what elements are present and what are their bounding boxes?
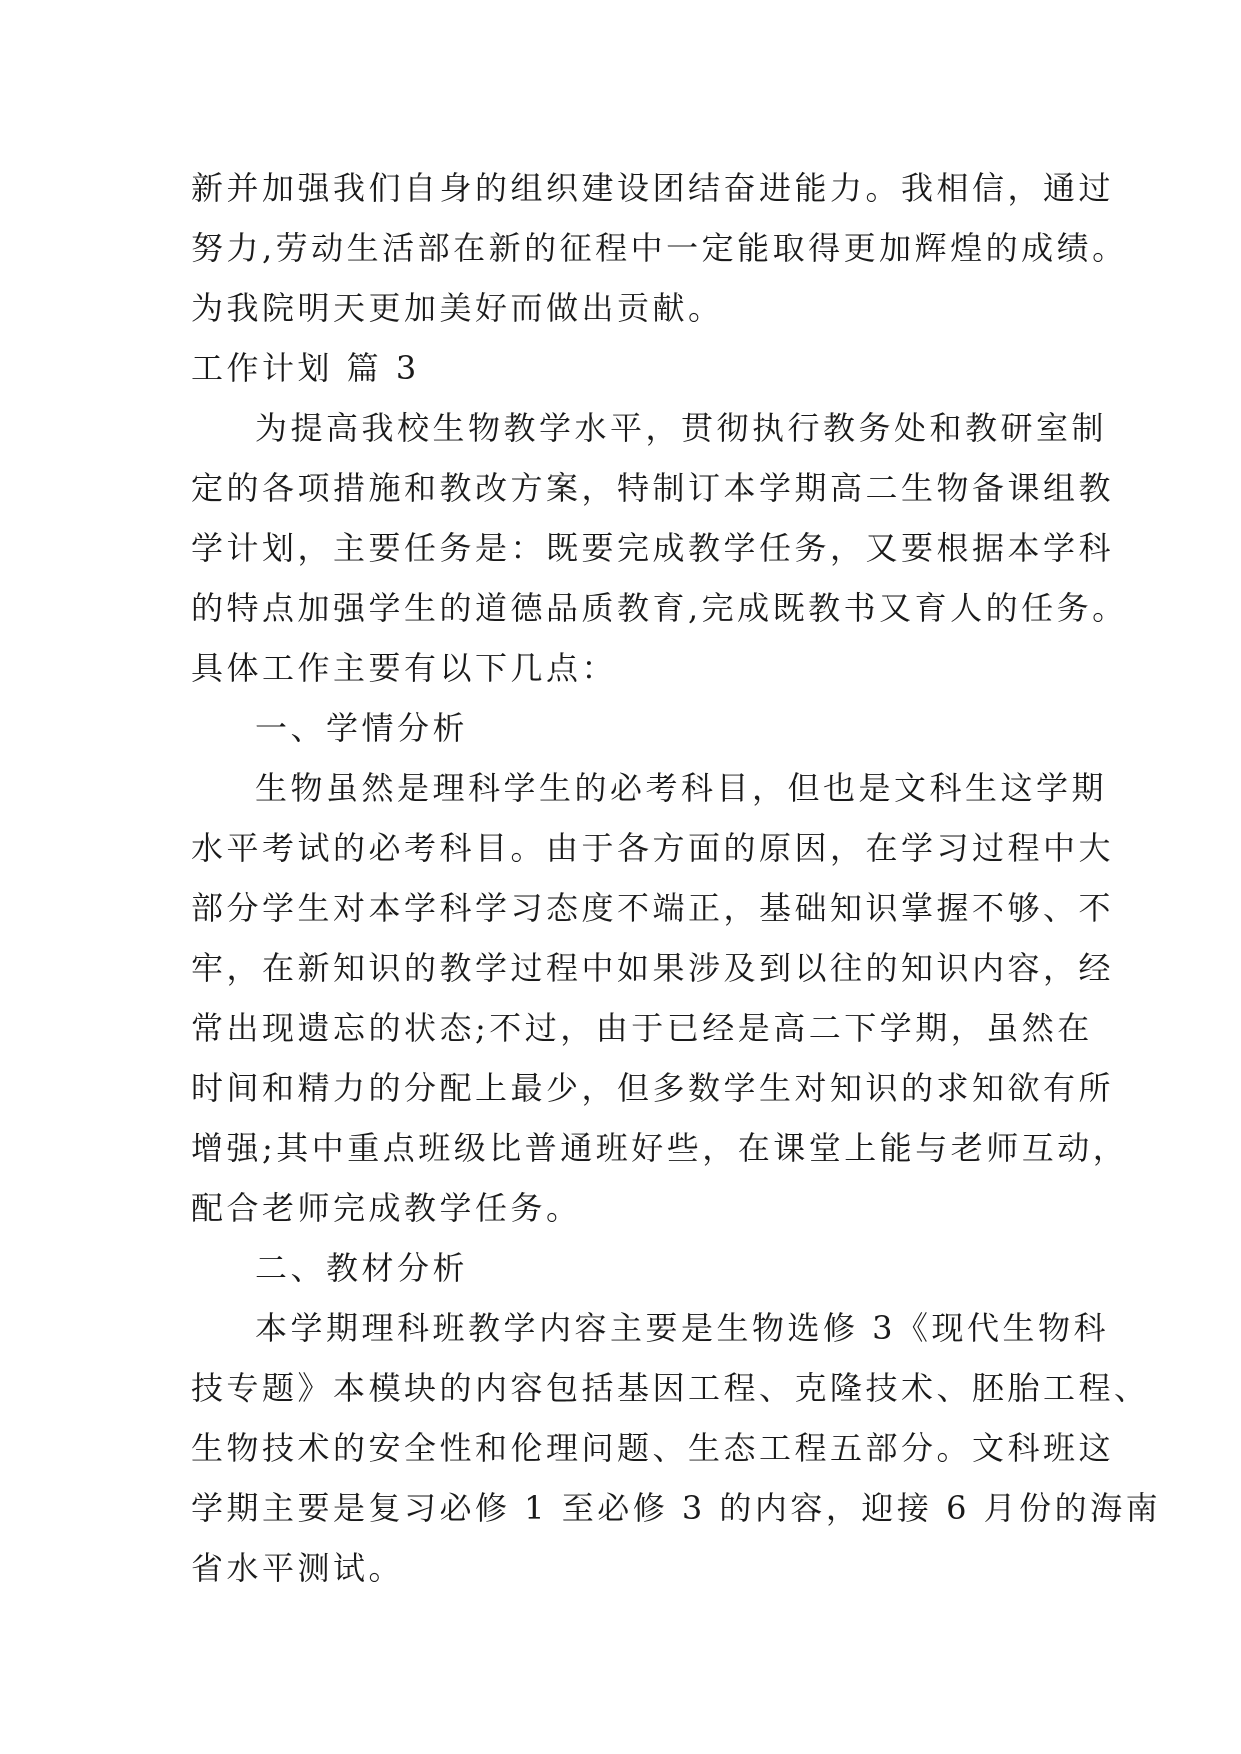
text-line: 部分学生对本学科学习态度不端正，基础知识掌握不够、不 (191, 889, 1115, 927)
text-line: 定的各项措施和教改方案，特制订本学期高二生物备课组教 (191, 469, 1115, 507)
text-line: 生物技术的安全性和伦理问题、生态工程五部分。文科班这 (191, 1429, 1115, 1467)
subsection-heading: 二、教材分析 (255, 1249, 469, 1287)
text-line: 常出现遗忘的状态;不过，由于已经是高二下学期，虽然在 (191, 1009, 1093, 1047)
text-line: 努力,劳动生活部在新的征程中一定能取得更加辉煌的成绩。 (191, 229, 1128, 267)
subsection-heading: 一、学情分析 (255, 709, 469, 747)
text-line: 为我院明天更加美好而做出贡献。 (191, 289, 724, 327)
section-heading: 工作计划 篇 3 (191, 349, 420, 387)
text-line: 技专题》本模块的内容包括基因工程、克隆技术、胚胎工程、 (191, 1369, 1150, 1407)
text-line: 学计划，主要任务是：既要完成教学任务，又要根据本学科 (191, 529, 1115, 567)
text-line: 省水平测试。 (191, 1549, 405, 1587)
text-line: 增强;其中重点班级比普通班好些，在课堂上能与老师互动， (191, 1129, 1129, 1167)
text-line: 新并加强我们自身的组织建设团结奋进能力。我相信，通过 (191, 169, 1115, 207)
text-line: 配合老师完成教学任务。 (191, 1189, 582, 1227)
text-line: 牢，在新知识的教学过程中如果涉及到以往的知识内容，经 (191, 949, 1115, 987)
text-line: 具体工作主要有以下几点： (191, 649, 618, 687)
text-line: 的特点加强学生的道德品质教育,完成既教书又育人的任务。 (191, 589, 1128, 627)
text-line: 本学期理科班教学内容主要是生物选修 3《现代生物科 (255, 1309, 1110, 1347)
text-line: 时间和精力的分配上最少，但多数学生对知识的求知欲有所 (191, 1069, 1115, 1107)
text-line: 水平考试的必考科目。由于各方面的原因，在学习过程中大 (191, 829, 1115, 867)
text-line: 学期主要是复习必修 1 至必修 3 的内容，迎接 6 月份的海南 (191, 1489, 1162, 1527)
text-line: 为提高我校生物教学水平，贯彻执行教务处和教研室制 (255, 409, 1108, 447)
text-line: 生物虽然是理科学生的必考科目，但也是文科生这学期 (255, 769, 1108, 807)
document-body (191, 158, 1162, 1598)
